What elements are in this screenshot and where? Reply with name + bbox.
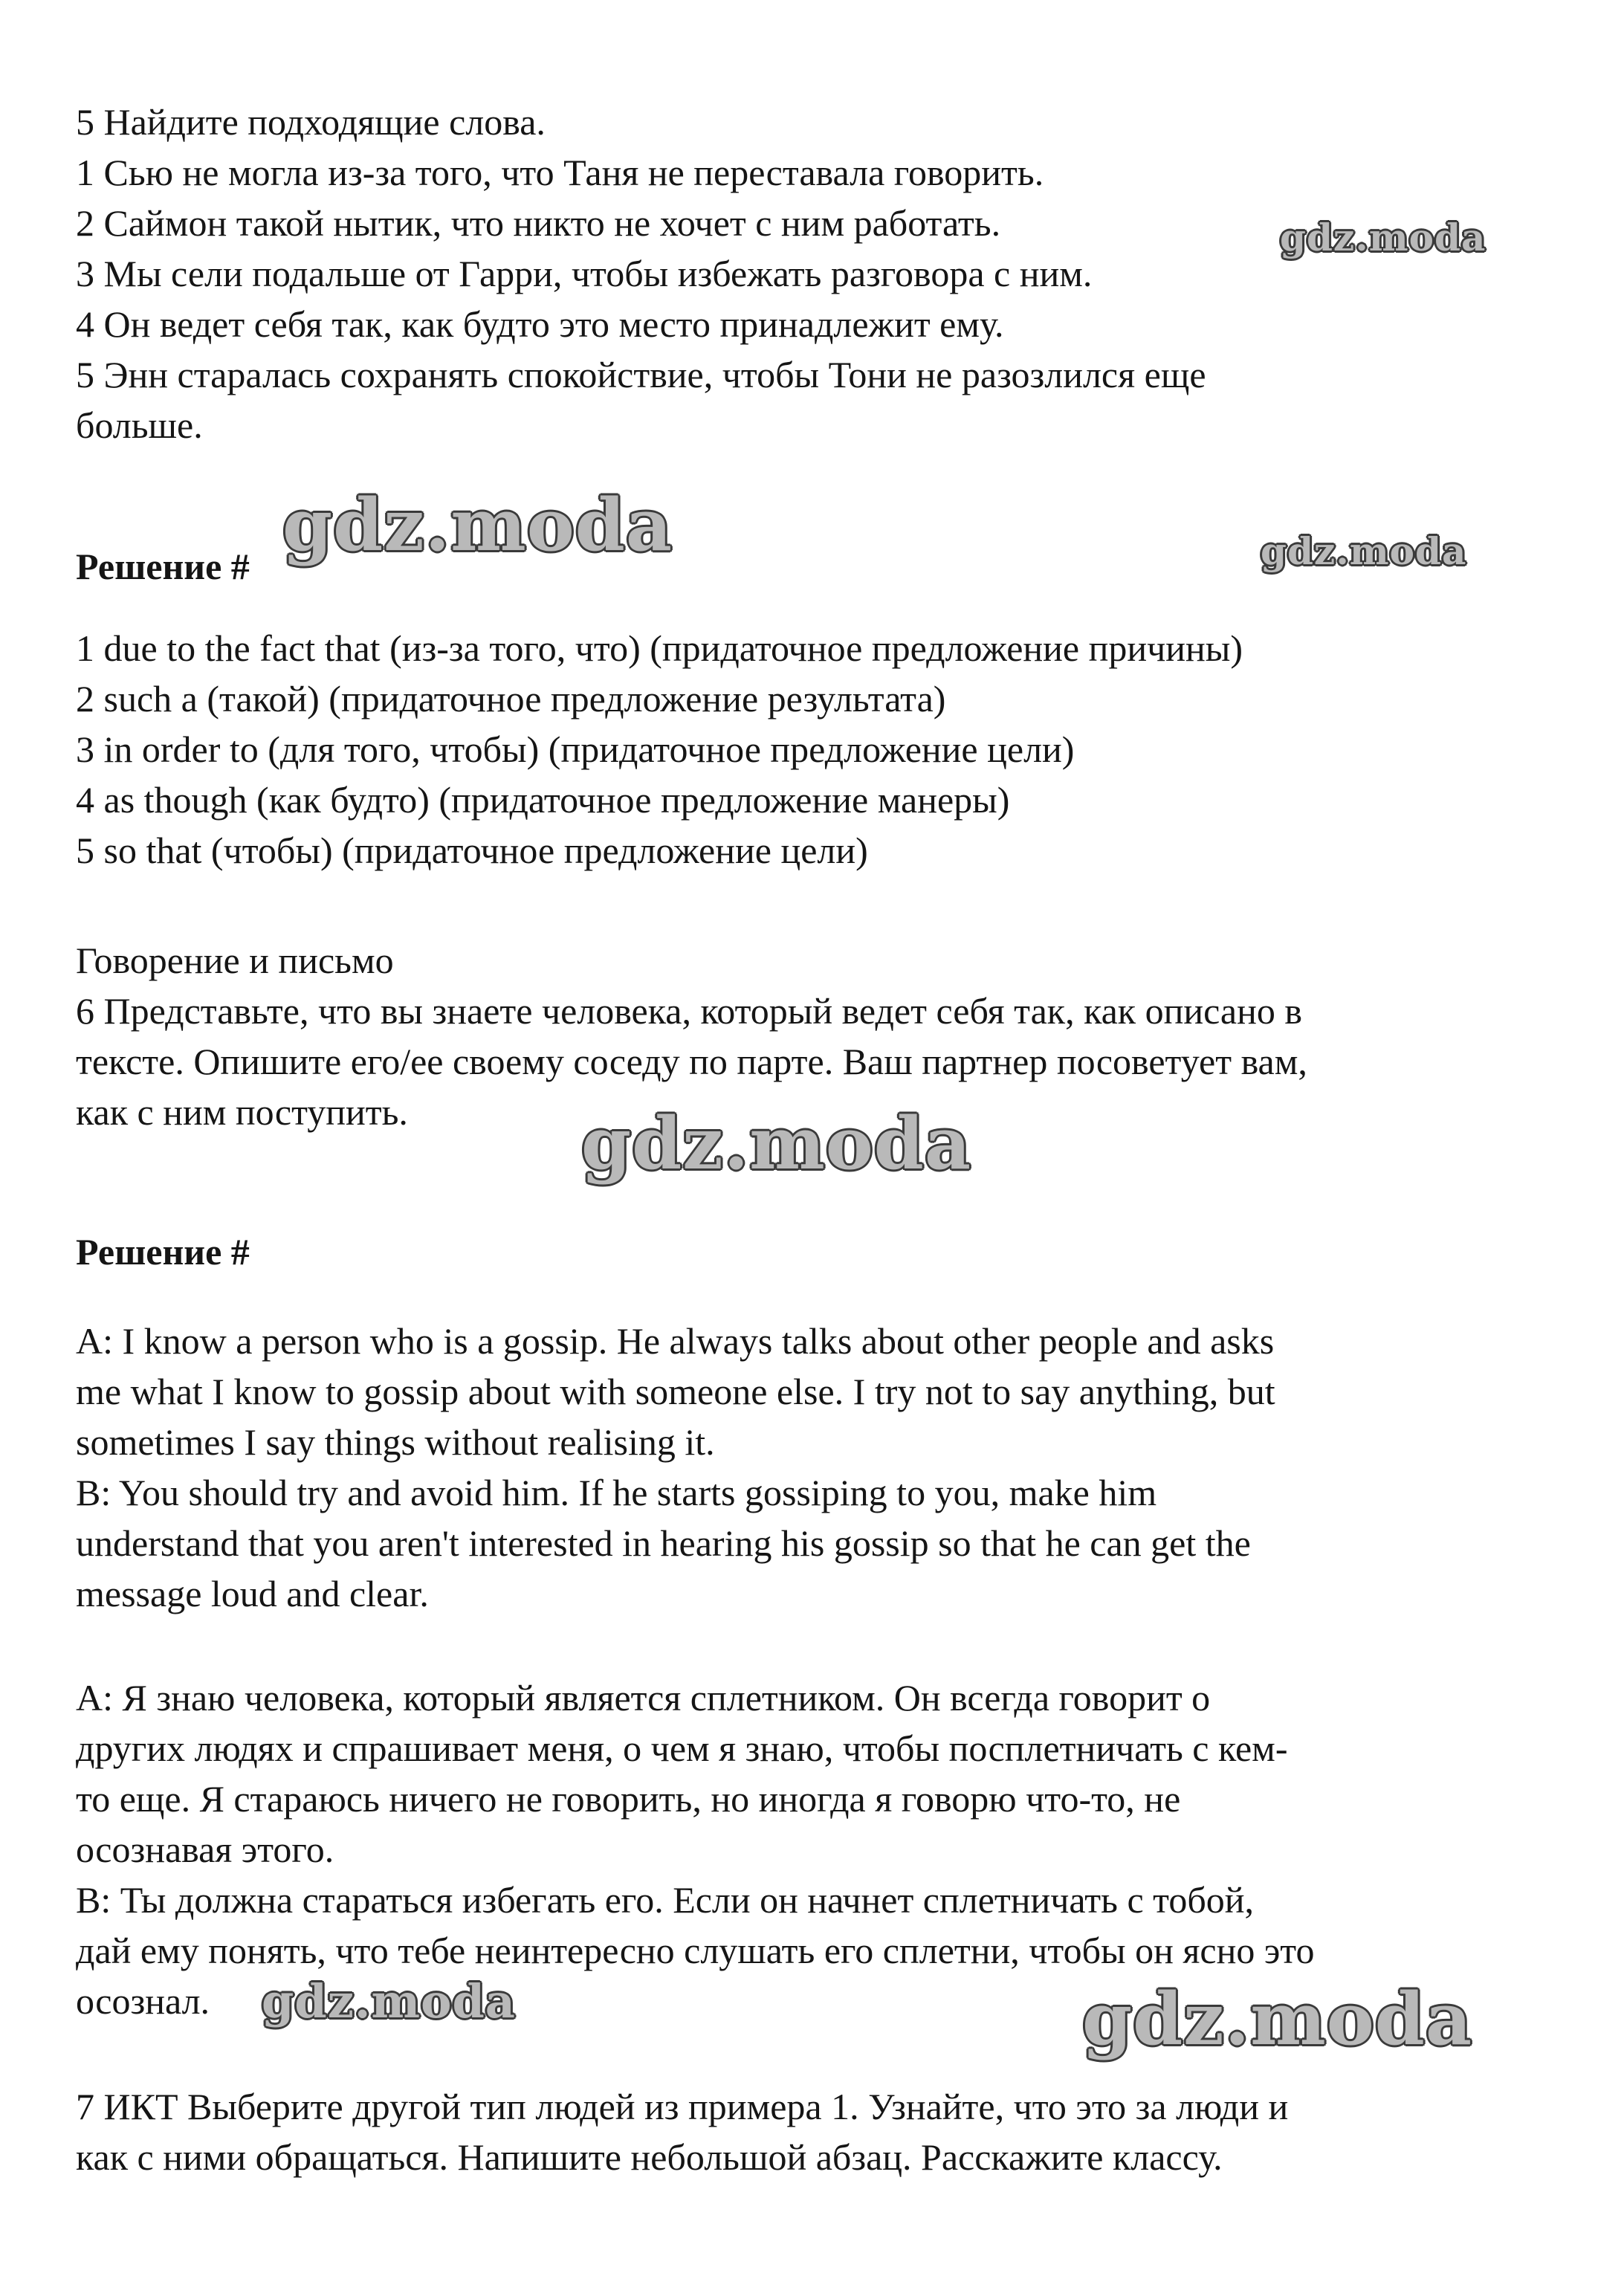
dialogue-ru-line-6: дай ему понять, что тебе неинтересно слушать его сплетни, чтобы он ясно это <box>76 1930 1315 1971</box>
dialogue-ru-line-4: осознавая этого. <box>76 1829 334 1870</box>
solution-1-item-1: 1 due to the fact that (из-за того, что) (придаточное предложение причины) <box>76 627 1243 669</box>
solution-heading-2: Решение # <box>76 1231 250 1273</box>
exercise-7-line-1: 7 ИКТ Выберите другой тип людей из примера 1. Узнайте, что это за люди и <box>76 2086 1289 2127</box>
exercise-6-line-1: 6 Представьте, что вы знаете человека, который ведет себя так, как описано в <box>76 990 1302 1032</box>
solution-1-item-3: 3 in order to (для того, чтобы) (придаточное предложение цели) <box>76 728 1075 770</box>
watermark-logo: gdz.moda <box>1082 1977 1473 2061</box>
exercise-6-line-3: как с ним поступить. <box>76 1091 408 1133</box>
dialogue-en-line-1: A: I know a person who is a gossip. He always talks about other people and asks <box>76 1320 1275 1362</box>
exercise-6-line-2: тексте. Опишите его/ее своему соседу по парте. Ваш партнер посоветует вам, <box>76 1041 1307 1082</box>
dialogue-ru-line-5: B: Ты должна стараться избегать его. Если он начнет сплетничать с тобой, <box>76 1879 1255 1921</box>
exercise-5-item-4: 4 Он ведет себя так, как будто это место принадлежит ему. <box>76 303 1004 345</box>
dialogue-ru-line-3: то еще. Я стараюсь ничего не говорить, но иногда я говорю что-то, не <box>76 1778 1181 1820</box>
watermark-logo: gdz.moda <box>262 1974 516 2028</box>
dialogue-en-line-3: sometimes I say things without realising it. <box>76 1421 715 1463</box>
dialogue-en-line-6: message loud and clear. <box>76 1573 429 1614</box>
dialogue-ru-line-7: осознал. <box>76 1980 210 2022</box>
exercise-5-item-5: 5 Энн старалась сохранять спокойствие, чтобы Тони не разозлился еще <box>76 354 1206 395</box>
solution-1-item-2: 2 such a (такой) (придаточное предложение результата) <box>76 678 946 720</box>
watermark-logo: gdz.moda <box>1280 216 1486 259</box>
speaking-writing-subtitle: Говорение и письмо <box>76 940 394 981</box>
exercise-5-item-3: 3 Мы сели подальше от Гарри, чтобы избежать разговора с ним. <box>76 253 1093 294</box>
exercise-5-item-5-cont: больше. <box>76 404 203 446</box>
watermark-logo: gdz.moda <box>581 1102 972 1186</box>
exercise-5-item-2: 2 Саймон такой нытик, что никто не хочет с ним работать. <box>76 202 1001 244</box>
solution-1-item-5: 5 so that (чтобы) (придаточное предложение цели) <box>76 830 868 871</box>
exercise-7-line-2: как с ними обращаться. Напишите небольшой абзац. Расскажите классу. <box>76 2136 1223 2178</box>
dialogue-ru-line-2: других людях и спрашивает меня, о чем я знаю, чтобы посплетничать с кем- <box>76 1727 1288 1769</box>
watermark-logo: gdz.moda <box>282 483 673 567</box>
exercise-5-item-1: 1 Сью не могла из-за того, что Таня не переставала говорить. <box>76 152 1044 193</box>
dialogue-ru-line-1: A: Я знаю человека, который является сплетником. Он всегда говорит о <box>76 1677 1211 1719</box>
solution-1-item-4: 4 as though (как будто) (придаточное предложение манеры) <box>76 779 1010 821</box>
solution-heading-1: Решение # <box>76 546 250 587</box>
dialogue-en-line-4: B: You should try and avoid him. If he starts gossiping to you, make him <box>76 1472 1157 1513</box>
watermark-logo: gdz.moda <box>1261 529 1467 573</box>
dialogue-en-line-2: me what I know to gossip about with someone else. I try not to say anything, but <box>76 1371 1275 1412</box>
exercise-5-title: 5 Найдите подходящие слова. <box>76 101 546 143</box>
dialogue-en-line-5: understand that you aren't interested in hearing his gossip so that he can get the <box>76 1522 1251 1564</box>
